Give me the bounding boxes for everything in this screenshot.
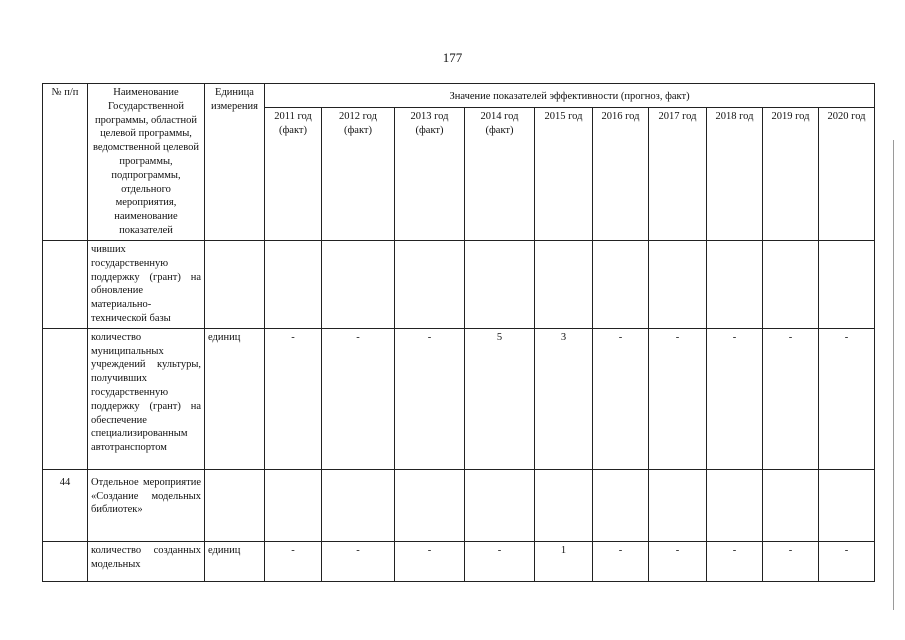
row-value: - bbox=[593, 328, 649, 469]
row-value bbox=[465, 469, 535, 541]
row-value bbox=[465, 241, 535, 329]
header-name: Наименование Государственной программы, областной целевой программы, ведомственной целевой программы, подпрограммы, отдельного мероприятия, наименование показателей bbox=[88, 84, 205, 241]
row-value: - bbox=[707, 328, 763, 469]
header-year: 2012 год (факт) bbox=[322, 108, 395, 241]
header-row-top bbox=[43, 84, 875, 108]
row-unit bbox=[205, 469, 265, 541]
row-value: - bbox=[395, 541, 465, 581]
row-name: чивших государственную поддержку (грант) на обновление материально-технической базы bbox=[88, 241, 205, 329]
header-year: 2014 год (факт) bbox=[465, 108, 535, 241]
row-value: - bbox=[649, 328, 707, 469]
table-row bbox=[43, 469, 875, 541]
row-value: - bbox=[265, 328, 322, 469]
row-num bbox=[43, 541, 88, 581]
row-value: - bbox=[763, 541, 819, 581]
row-value bbox=[707, 469, 763, 541]
row-value: - bbox=[819, 541, 875, 581]
row-num bbox=[43, 328, 88, 469]
row-name: Отдельное мероприятие «Создание модельных библиотек» bbox=[88, 469, 205, 541]
row-value bbox=[265, 469, 322, 541]
row-value bbox=[819, 469, 875, 541]
table-row bbox=[43, 541, 875, 581]
row-value bbox=[535, 241, 593, 329]
header-year: 2016 год bbox=[593, 108, 649, 241]
row-value: - bbox=[465, 541, 535, 581]
page-number: 177 bbox=[442, 50, 463, 65]
row-value bbox=[265, 241, 322, 329]
row-value bbox=[763, 241, 819, 329]
header-year: 2015 год bbox=[535, 108, 593, 241]
table-row bbox=[43, 241, 875, 329]
row-value bbox=[322, 469, 395, 541]
header-group: Значение показателей эффективности (прогноз, факт) bbox=[265, 84, 875, 108]
indicators-table bbox=[42, 83, 875, 582]
row-name: количество муниципальных учреждений культуры, получивших государственную поддержку (грант) на обеспечение специализированным автотранспортом bbox=[88, 328, 205, 469]
header-year: 2017 год bbox=[649, 108, 707, 241]
row-value bbox=[763, 469, 819, 541]
header-year: 2018 год bbox=[707, 108, 763, 241]
header-year: 2011 год (факт) bbox=[265, 108, 322, 241]
row-value: 1 bbox=[535, 541, 593, 581]
row-value bbox=[593, 241, 649, 329]
row-value: - bbox=[322, 541, 395, 581]
header-num: № п/п bbox=[43, 84, 88, 241]
row-value: - bbox=[395, 328, 465, 469]
row-value: - bbox=[707, 541, 763, 581]
row-value bbox=[819, 241, 875, 329]
row-value bbox=[649, 469, 707, 541]
header-year: 2019 год bbox=[763, 108, 819, 241]
header-year: 2020 год bbox=[819, 108, 875, 241]
header-year: 2013 год (факт) bbox=[395, 108, 465, 241]
row-unit: единиц bbox=[205, 328, 265, 469]
row-value: - bbox=[265, 541, 322, 581]
row-value: 5 bbox=[465, 328, 535, 469]
row-num: 44 bbox=[43, 469, 88, 541]
row-name: количество созданных модельных bbox=[88, 541, 205, 581]
row-value bbox=[395, 241, 465, 329]
row-unit bbox=[205, 241, 265, 329]
table-row bbox=[43, 328, 875, 469]
row-value: - bbox=[593, 541, 649, 581]
row-value bbox=[593, 469, 649, 541]
scan-edge-line bbox=[893, 140, 894, 610]
row-value: - bbox=[322, 328, 395, 469]
row-value: - bbox=[649, 541, 707, 581]
row-value: - bbox=[763, 328, 819, 469]
row-value bbox=[707, 241, 763, 329]
row-num bbox=[43, 241, 88, 329]
row-value bbox=[322, 241, 395, 329]
row-value: - bbox=[819, 328, 875, 469]
row-value bbox=[535, 469, 593, 541]
header-unit: Единица измерения bbox=[205, 84, 265, 241]
row-unit: единиц bbox=[205, 541, 265, 581]
row-value bbox=[395, 469, 465, 541]
row-value: 3 bbox=[535, 328, 593, 469]
row-value bbox=[649, 241, 707, 329]
